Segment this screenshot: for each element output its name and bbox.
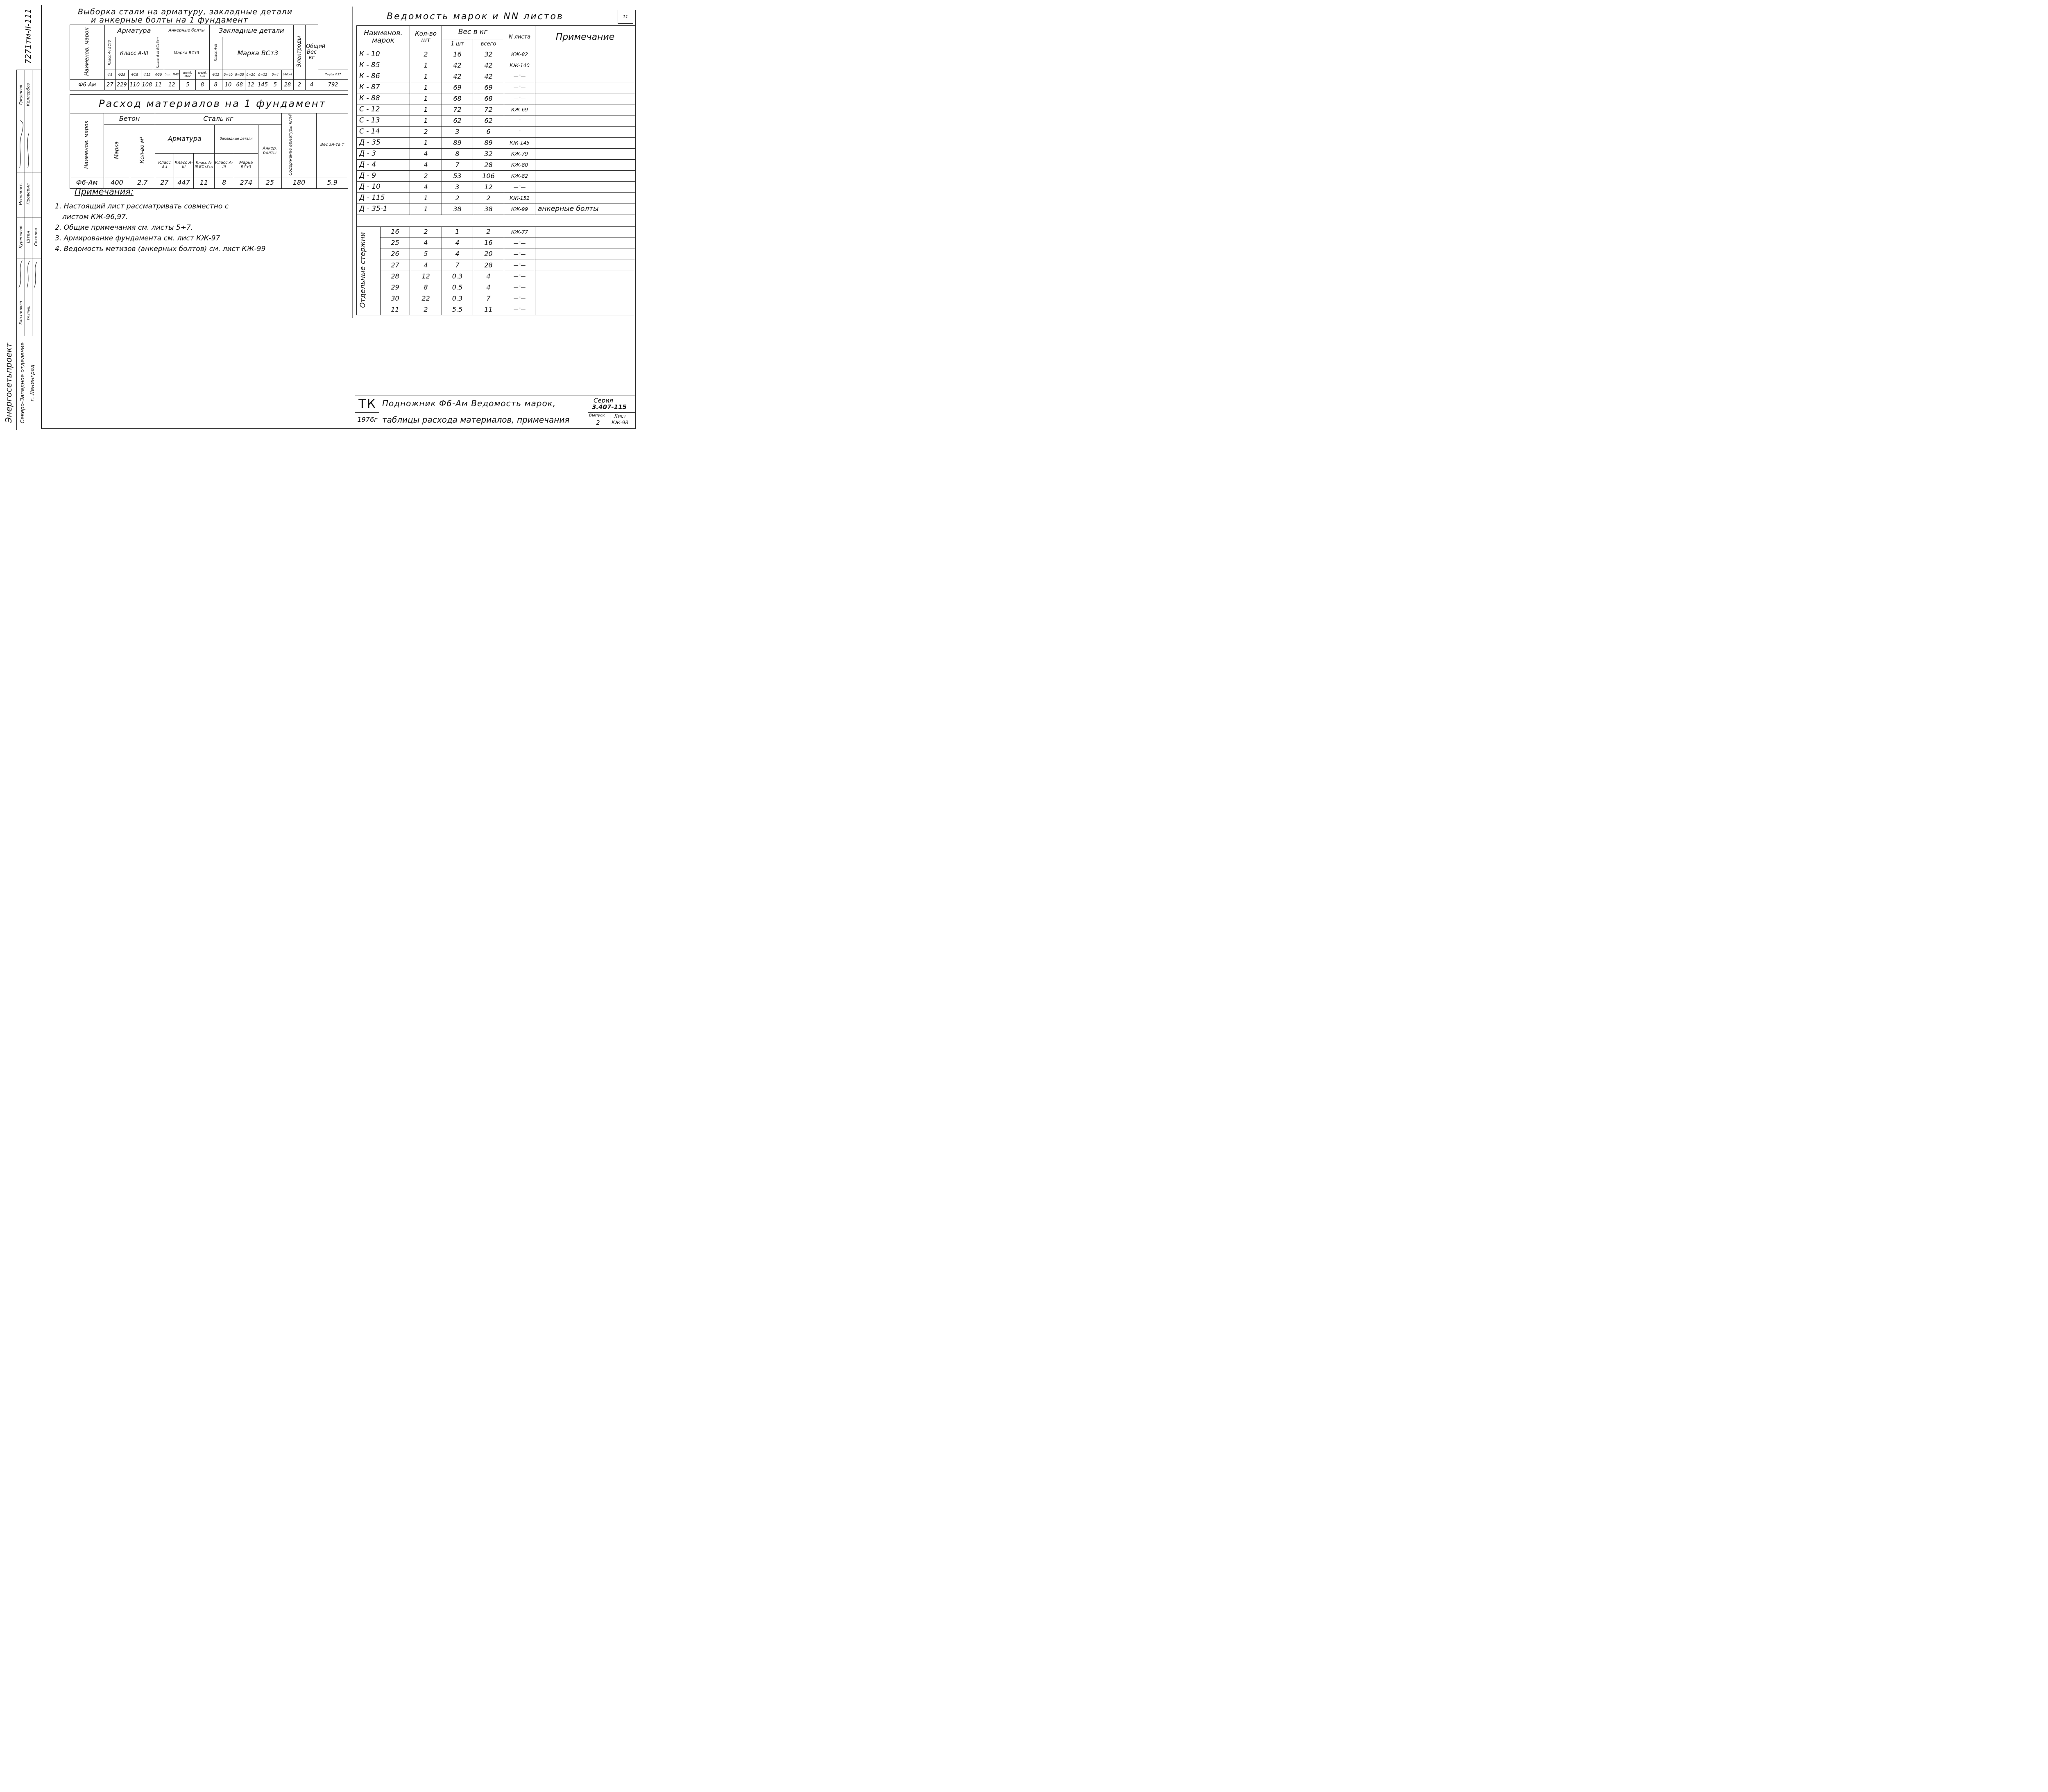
org-name: Энергосетьпроект [4, 343, 14, 423]
t3-cell: 42 [473, 60, 504, 71]
t3-cell: 6 [473, 127, 504, 138]
t1-row-name: Ф6-Ам [70, 80, 105, 91]
t3-h-one: 1 шт [442, 39, 473, 49]
t3-cell: —"— [504, 93, 535, 104]
t3-cell: 20 [473, 249, 504, 260]
t3-cell: 2 [473, 226, 504, 238]
t3-cell: 2 [410, 127, 442, 138]
t3-rod-id: 26 [381, 249, 410, 260]
notes-heading: Примечания: [75, 187, 134, 197]
t3-cell: 62 [442, 115, 473, 127]
t3-cell: 68 [442, 93, 473, 104]
t3-cell: 1 [442, 226, 473, 238]
t2-sub: Класс А-I [155, 154, 174, 177]
t3-cell: КЖ-152 [504, 193, 535, 204]
t3-group-label [357, 226, 381, 315]
t3-cell: —"— [504, 271, 535, 282]
t3-cell: КЖ-79 [504, 149, 535, 160]
t3-h-all: всего [473, 39, 504, 49]
t2-cell: 27 [155, 177, 174, 189]
name-cell: Келлербоз [26, 83, 31, 106]
t2-sub: Класс А-III ВСт3сп [194, 154, 214, 177]
t3-cell: 42 [442, 60, 473, 71]
t3-note-cell [535, 71, 635, 82]
t3-mark-name: К - 87 [357, 82, 410, 93]
t3-cell: 1 [410, 71, 442, 82]
t1-cell: 5 [180, 80, 196, 91]
t3-rod-id: 11 [381, 304, 410, 315]
t2-cell: 400 [104, 177, 130, 189]
frame-divider [352, 7, 353, 318]
t3-cell: —"— [504, 71, 535, 82]
t3-cell: 28 [473, 260, 504, 271]
t3-cell: КЖ-140 [504, 60, 535, 71]
t1-diam: Ф20 [153, 70, 164, 80]
t3-mark-name: Д - 10 [357, 182, 410, 193]
t2-h-emb: Закладные детали [214, 125, 258, 154]
t1-cell: 8 [195, 80, 209, 91]
t1-cell: 68 [234, 80, 245, 91]
t3-cell: КЖ-99 [504, 204, 535, 215]
t3-rod-row [357, 238, 635, 249]
stamp-line [355, 412, 379, 413]
t3-cell: 4 [410, 149, 442, 160]
stamp-line2: таблицы расхода материалов, примечания [382, 415, 570, 425]
t1-h-arm: Арматура [104, 25, 164, 37]
t1-diam: δ=20 [245, 70, 257, 80]
t2-h-steel: Сталь кг [155, 113, 282, 125]
t3-rod-id: 25 [381, 238, 410, 249]
t3-note-cell [535, 115, 635, 127]
t3-cell: 3 [442, 182, 473, 193]
t3-rod-id: 29 [381, 282, 410, 293]
t3-cell: —"— [504, 282, 535, 293]
t3-cell: 5 [410, 249, 442, 260]
t1-diam: Ф25 [116, 70, 128, 80]
t3-cell: 89 [442, 138, 473, 149]
t1-cell: 27 [104, 80, 116, 91]
t1-h-electrodes: Электроды [293, 25, 305, 80]
t3-spacer-row [357, 215, 635, 227]
note-item: 1. Настоящий лист рассматривать совместно с [55, 202, 229, 210]
t3-row [357, 49, 635, 60]
t3-mark-name: Д - 35-1 [357, 204, 410, 215]
t3-rod-id: 30 [381, 293, 410, 304]
t1-cell: 12 [164, 80, 180, 91]
stamp-sheet-label: Лист [614, 413, 627, 419]
t3-row [357, 71, 635, 82]
t3-cell: 38 [442, 204, 473, 215]
t3-h-qty: Кол-во шт [410, 26, 442, 49]
t3-h-weight: Вес в кг [442, 26, 504, 39]
role-cell: Исполнит. [18, 183, 23, 206]
t3-cell: 2 [442, 193, 473, 204]
t3-row [357, 138, 635, 149]
t3-mark-name: Д - 9 [357, 171, 410, 182]
t3-note-cell [535, 160, 635, 171]
t3-cell [535, 304, 635, 315]
t3-cell: 8 [410, 282, 442, 293]
marks-table [356, 25, 635, 315]
t1-cell: 110 [128, 80, 141, 91]
t2-h-mark: Марка [104, 125, 130, 177]
t3-note-cell [535, 127, 635, 138]
t3-h-note: Примечание [535, 26, 635, 49]
t1-diam: δ=40 [222, 70, 234, 80]
t3-note-cell [535, 138, 635, 149]
t3-cell: 4 [410, 260, 442, 271]
t3-rod-row [357, 304, 635, 315]
t3-mark-name: К - 85 [357, 60, 410, 71]
t3-note-cell [535, 104, 635, 115]
drawing-sheet [0, 0, 640, 432]
note-item: 4. Ведомость метизов (анкерных болтов) см. лист КЖ-99 [55, 245, 266, 253]
t2-cell: 2.7 [130, 177, 155, 189]
t3-cell: 12 [410, 271, 442, 282]
t3-cell: 0.3 [442, 293, 473, 304]
t3-cell: 16 [442, 49, 473, 60]
t3-cell: 1 [410, 115, 442, 127]
t3-rod-row [357, 271, 635, 282]
t1-h-mark-anchor: Марка ВСт3 [164, 37, 209, 70]
t3-cell: 68 [473, 93, 504, 104]
t3-cell: 4 [473, 282, 504, 293]
t1-cell: 11 [153, 80, 164, 91]
t1-diam: шайб. δ20 [195, 70, 209, 80]
t3-cell: —"— [504, 82, 535, 93]
stamp-series: 3.407-115 [592, 403, 627, 411]
t2-sub: Класс А-III [174, 154, 194, 177]
t1-cell: 10 [222, 80, 234, 91]
t3-cell [535, 282, 635, 293]
t1-diam: δ=12 [257, 70, 269, 80]
t3-row [357, 193, 635, 204]
t3-cell: 42 [442, 71, 473, 82]
t3-cell: 106 [473, 171, 504, 182]
t1-cell: 8 [209, 80, 222, 91]
t1-diam: шайб. М42 [180, 70, 196, 80]
t3-cell: 89 [473, 138, 504, 149]
t3-cell: —"— [504, 293, 535, 304]
t3-cell: 4 [473, 271, 504, 282]
stamp-sheet: КЖ-98 [612, 420, 629, 425]
t3-row [357, 182, 635, 193]
t3-cell: 42 [473, 71, 504, 82]
left-strip [0, 0, 41, 432]
t1-title-line2: и анкерные болты на 1 фундамент [91, 16, 248, 25]
t3-cell: КЖ-82 [504, 49, 535, 60]
t3-cell: —"— [504, 249, 535, 260]
t3-title: Ведомость марок и NN листов [387, 11, 564, 22]
t3-cell [535, 260, 635, 271]
t3-cell: 2 [410, 304, 442, 315]
stamp-line1: Подножник Ф6-Ам Ведомость марок, [382, 398, 556, 408]
note-item: 3. Армирование фундамента см. лист КЖ-97 [55, 234, 220, 242]
t3-cell: 22 [410, 293, 442, 304]
t3-rod-row [357, 282, 635, 293]
t3-cell: 32 [473, 49, 504, 60]
t3-note-cell [535, 60, 635, 71]
t3-cell: 1 [410, 60, 442, 71]
t3-cell: 4 [410, 160, 442, 171]
stamp-issue-label: Выпуск [589, 413, 605, 418]
frame-left [41, 5, 42, 429]
t3-cell: КЖ-82 [504, 171, 535, 182]
name-cell: Штин [26, 231, 31, 243]
t2-cell: 447 [174, 177, 194, 189]
t3-cell: —"— [504, 260, 535, 271]
t1-cell: 145 [257, 80, 269, 91]
stamp-issue: 2 [596, 419, 600, 426]
t2-h-anchor: Анкер. болты [258, 125, 281, 177]
t1-h-class-a3: Класс А-III [116, 37, 153, 70]
t2-h-concrete: Бетон [104, 113, 155, 125]
role-cell: Гл.спец. [26, 305, 30, 320]
role-cell: Зав.нилксэ [18, 301, 23, 325]
t3-mark-name: С - 14 [357, 127, 410, 138]
t1-h-class-emb: Класс А-III [209, 37, 222, 70]
t2-cell: 180 [281, 177, 316, 189]
t2-cell: 274 [234, 177, 258, 189]
t2-sub: Марка ВСт3 [234, 154, 258, 177]
t3-cell [535, 238, 635, 249]
t3-rod-id: 28 [381, 271, 410, 282]
t2-h-arm: Арматура [155, 125, 215, 154]
t1-diam: Труба Ф57 [318, 70, 348, 80]
t3-cell: —"— [504, 304, 535, 315]
t2-title: Расход материалов на 1 фундамент [70, 95, 348, 113]
t3-cell: 53 [442, 171, 473, 182]
t3-cell: 8 [442, 149, 473, 160]
note-item: листом КЖ-96,97. [62, 213, 128, 221]
t3-cell: 11 [473, 304, 504, 315]
division-name: Северо-Западное отделение [19, 342, 26, 423]
t3-cell [535, 249, 635, 260]
t1-diam: L40×4 [281, 70, 293, 80]
steel-selection-table [70, 25, 348, 91]
t3-cell [535, 293, 635, 304]
t3-cell: 7 [473, 293, 504, 304]
t3-spacer-cell [357, 215, 635, 227]
t3-cell: 4 [410, 182, 442, 193]
t3-cell [535, 271, 635, 282]
t3-rod-row [357, 260, 635, 271]
t3-cell: 38 [473, 204, 504, 215]
t3-cell: —"— [504, 115, 535, 127]
role-cell: Проверил [26, 183, 31, 205]
t3-cell: 69 [442, 82, 473, 93]
t3-cell: 16 [473, 238, 504, 249]
t3-row [357, 171, 635, 182]
t3-mark-name: К - 86 [357, 71, 410, 82]
t3-cell: 72 [442, 104, 473, 115]
t3-mark-name: Д - 35 [357, 138, 410, 149]
title-block [355, 396, 635, 430]
name-cell: Соколов [34, 228, 39, 246]
t3-rod-row [357, 249, 635, 260]
t1-diam: Ф12 [141, 70, 153, 80]
t3-cell: КЖ-77 [504, 226, 535, 238]
t3-cell: 2 [473, 193, 504, 204]
t3-row [357, 204, 635, 215]
materials-table [70, 94, 348, 189]
t3-cell: КЖ-69 [504, 104, 535, 115]
t1-h-total: Общий Вес кг [305, 25, 318, 80]
t3-row [357, 60, 635, 71]
t3-cell: КЖ-80 [504, 160, 535, 171]
signature-marks [16, 119, 41, 172]
t1-cell: 2 [293, 80, 305, 91]
t3-cell: 2 [410, 49, 442, 60]
t1-title-line1: Выборка стали на арматуру, закладные детали [78, 7, 293, 16]
t3-row [357, 160, 635, 171]
t3-mark-name: Д - 3 [357, 149, 410, 160]
t3-h-sheet: N листа [504, 26, 535, 49]
t3-cell: 5.5 [442, 304, 473, 315]
t3-group-label-text: Отдельные стержни [358, 232, 367, 308]
t1-diam: Ф8 [104, 70, 116, 80]
t1-diam: δ=4 [269, 70, 281, 80]
t3-cell: 69 [473, 82, 504, 93]
t3-h-name: Наименов. марок [357, 26, 410, 49]
t3-row [357, 115, 635, 127]
t2-sub: Класс А-III [214, 154, 234, 177]
t3-cell: 1 [410, 193, 442, 204]
note-item: 2. Общие примечания см. листы 5÷7. [55, 224, 193, 232]
t3-row [357, 104, 635, 115]
doc-code: 7271тм-II-111 [24, 8, 33, 64]
t3-mark-name: Д - 115 [357, 193, 410, 204]
t1-h-emb: Закладные детали [209, 25, 293, 37]
stamp-tk: ТК [358, 397, 376, 411]
t3-rod-id: 16 [381, 226, 410, 238]
t3-row [357, 127, 635, 138]
t3-body [357, 49, 635, 315]
t3-cell: 0.5 [442, 282, 473, 293]
t3-cell: 1 [410, 204, 442, 215]
t3-cell: 1 [410, 93, 442, 104]
t1-diam: δ=25 [234, 70, 245, 80]
t3-sheet-no: 11 [623, 14, 628, 19]
t1-cell: 4 [305, 80, 318, 91]
t2-cell: 25 [258, 177, 281, 189]
t3-cell: 1 [410, 104, 442, 115]
t1-h-name: Наименов. марок [70, 25, 105, 80]
t3-rod-id: 27 [381, 260, 410, 271]
t3-cell: 2 [410, 226, 442, 238]
t1-diam: Ф12 [209, 70, 222, 80]
t3-mark-name: Д - 4 [357, 160, 410, 171]
t3-note-cell: анкерные болты [535, 204, 635, 215]
t3-cell: —"— [504, 238, 535, 249]
t1-h-class-a1: Класс А-I ВСт3 [104, 37, 116, 70]
t3-cell: 1 [410, 138, 442, 149]
stamp-year: 1976г [357, 416, 378, 423]
t3-mark-name: С - 13 [357, 115, 410, 127]
t2-row-name: Ф6-Ам [70, 177, 104, 189]
name-cell: Куреносов [18, 226, 23, 249]
t3-mark-name: К - 88 [357, 93, 410, 104]
t3-cell: —"— [504, 127, 535, 138]
city-name: г. Ленинград [29, 364, 36, 402]
t3-cell: 12 [473, 182, 504, 193]
t3-cell: 7 [442, 160, 473, 171]
t3-cell: 4 [442, 249, 473, 260]
t3-cell: 72 [473, 104, 504, 115]
t2-cell: 8 [214, 177, 234, 189]
t3-note-cell [535, 182, 635, 193]
t1-cell: 108 [141, 80, 153, 91]
t1-cell: 5 [269, 80, 281, 91]
t3-cell: 4 [442, 238, 473, 249]
t3-cell: 4 [410, 238, 442, 249]
signature-marks [16, 258, 41, 291]
t1-diam: Ф18 [128, 70, 141, 80]
t3-cell: 62 [473, 115, 504, 127]
t3-cell [535, 226, 635, 238]
t1-h-class-a3b: Класс А-III ВСт3сп [153, 37, 164, 70]
t2-cell: 5.9 [317, 177, 348, 189]
t1-cell: 792 [318, 80, 348, 91]
t3-cell: 1 [410, 82, 442, 93]
t3-mark-name: С - 12 [357, 104, 410, 115]
t1-cell: 229 [116, 80, 128, 91]
t3-rod-row [357, 226, 635, 238]
stamp-series-label: Серия [594, 397, 613, 404]
t3-row [357, 149, 635, 160]
name-cell: Гридасов [18, 84, 23, 105]
t3-note-cell [535, 49, 635, 60]
t1-h-mark-emb: Марка ВСт3 [222, 37, 294, 70]
t3-sheet-no-box [618, 10, 633, 24]
t3-cell: 2 [410, 171, 442, 182]
t2-h-name: Наименов. марок [70, 113, 104, 177]
t3-cell: 3 [442, 127, 473, 138]
t3-cell: 28 [473, 160, 504, 171]
t2-h-weight: Вес эл-та т [317, 113, 348, 177]
t3-note-cell [535, 82, 635, 93]
t1-cell: 28 [281, 80, 293, 91]
t3-cell: КЖ-145 [504, 138, 535, 149]
t3-cell: 32 [473, 149, 504, 160]
t3-note-cell [535, 93, 635, 104]
t3-note-cell [535, 193, 635, 204]
t2-h-content: Содержание арматуры кг/м³ [281, 113, 316, 177]
t2-cell: 11 [194, 177, 214, 189]
t3-mark-name: К - 10 [357, 49, 410, 60]
t3-note-cell [535, 149, 635, 160]
t3-note-cell [535, 171, 635, 182]
t3-cell: 0.3 [442, 271, 473, 282]
t1-diam: болт М42 [164, 70, 180, 80]
t1-cell: 12 [245, 80, 257, 91]
t3-cell: 7 [442, 260, 473, 271]
t1-h-anchor: Анкерные болты [164, 25, 209, 37]
t2-h-vol: Кол-во м³ [130, 125, 155, 177]
t3-rod-row [357, 293, 635, 304]
t3-row [357, 93, 635, 104]
t3-cell: —"— [504, 182, 535, 193]
t3-row [357, 82, 635, 93]
